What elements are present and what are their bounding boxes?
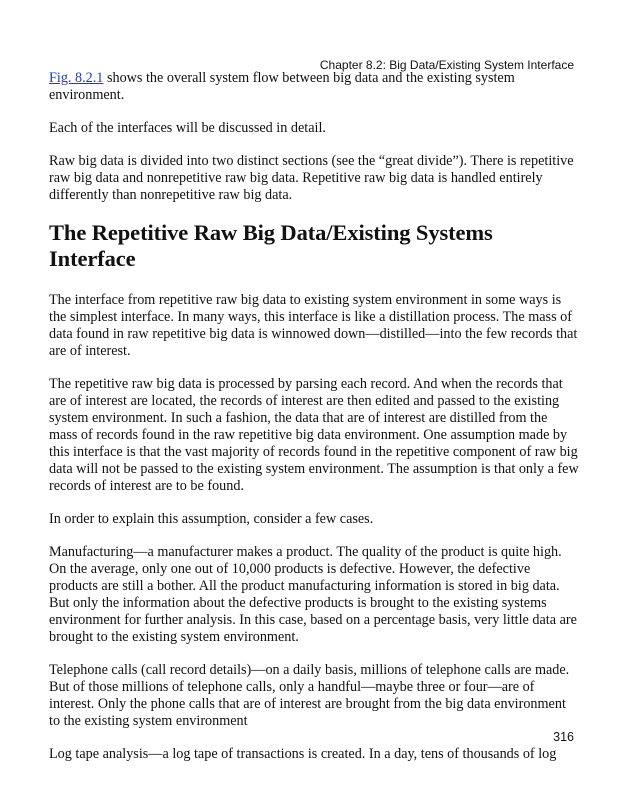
figure-link[interactable]: Fig. 8.2.1 <box>49 70 104 86</box>
intro-paragraph <box>49 70 579 104</box>
paragraph: Each of the interfaces will be discussed in detail. <box>49 120 326 136</box>
page-body <box>49 70 579 779</box>
paragraph: Telephone calls (call record details)—on a daily basis, millions of telephone calls are made. But of those millions of telephone calls, only a handful—maybe three or four—are of interest. Only the phone calls that are of interest are brought from the big data environment to the existing system environment <box>49 662 570 729</box>
page-number: 316 <box>553 730 574 744</box>
paragraph: Raw big data is divided into two distinct sections (see the “great divide”). There is repetitive raw big data and nonrepetitive raw big data. Repetitive raw big data is handled entirely differently than nonrepetitive raw big data. <box>49 153 574 203</box>
running-head: Chapter 8.2: Big Data/Existing System Interface <box>319 58 574 72</box>
paragraph: The repetitive raw big data is processed by parsing each record. And when the records that are of interest are located, the records of interest are then edited and passed to the existing system environment. In such a fashion, the data that are of interest are distilled from the mass of records found in the raw repetitive big data environment. One assumption made by this interface is that the vast majority of records found in the repetitive component of raw big data will not be passed to the existing system environment. The assumption is that only a few records of interest are to be found. <box>49 376 579 494</box>
paragraph: Log tape analysis—a log tape of transactions is created. In a day, tens of thousands of log <box>49 746 557 762</box>
paragraph: In order to explain this assumption, consider a few cases. <box>49 511 374 527</box>
section-heading: The Repetitive Raw Big Data/Existing Systems Interface <box>49 220 493 271</box>
intro-text: shows the overall system flow between big data and the existing system environment. <box>49 70 515 103</box>
paragraph: The interface from repetitive raw big data to existing system environment in some ways is the simplest interface. In many ways, this interface is like a distillation process. The mass of data found in raw repetitive big data is winnowed down—distilled—into the few records that are of interest. <box>49 292 578 359</box>
paragraph: Manufacturing—a manufacturer makes a product. The quality of the product is quite high. On the average, only one out of 10,000 products is defective. However, the defective products are still a bother. All the product manufacturing information is stored in big data. But only the information about the defective products is brought to the existing systems environment for further analysis. In this case, based on a percentage basis, very little data are brought to the existing system environment. <box>49 544 577 645</box>
